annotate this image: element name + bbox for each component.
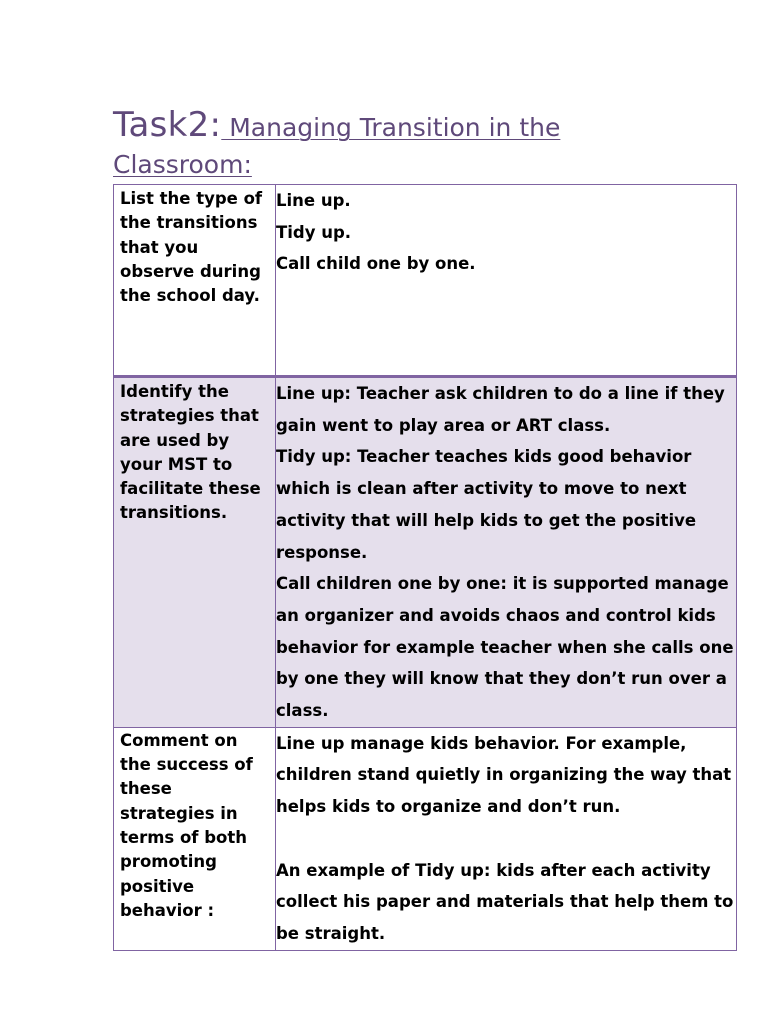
answer-line: Tidy up: Teacher teaches kids good behavior which is clean after activity to move to next activity that will help kids to get the positive response. [276, 447, 697, 562]
answer-line: An example of Tidy up: kids after each activity collect his paper and materials that help them to be straight. [276, 860, 734, 943]
answer-cell [276, 185, 737, 377]
answer-line: Line up manage kids behavior. For example, children stand quietly in organizing the way that helps kids to organize and don’t run. [276, 733, 732, 817]
paragraph-spacer [276, 823, 736, 855]
table-row-strategies [114, 377, 737, 728]
question-cell [114, 185, 276, 377]
question-text: Identify the strategies that are used by your MST to facilitate these transitions. [120, 382, 261, 523]
answer-line: Line up: Teacher ask children to do a line if they gain went to play area or ART class. [276, 384, 725, 435]
page-title [113, 105, 673, 182]
question-text: Comment on the success of these strategies in terms of both promoting positive behavior : [120, 730, 253, 920]
answer-line: Line up. [276, 191, 351, 210]
answer-line: Tidy up. [276, 222, 352, 242]
answer-line: Call child one by one. [276, 254, 476, 274]
question-text: List the type of the transitions that you observe during the school day. [120, 189, 263, 306]
title-heading-text: Managing Transition in the Classroom: [113, 113, 561, 179]
table-row-transition-types [114, 185, 737, 377]
task-table [113, 184, 737, 951]
table-row-success-comment [114, 727, 737, 950]
question-cell [114, 377, 276, 728]
answer-cell [276, 377, 737, 728]
answer-cell [276, 727, 737, 950]
question-cell [114, 727, 276, 950]
answer-line: Call children one by one: it is supported manage an organizer and avoids chaos and control kids behavior for example teacher when she calls one by one they will know that they don’t run over a class. [276, 574, 734, 721]
title-task-label: Task2: [113, 105, 222, 145]
